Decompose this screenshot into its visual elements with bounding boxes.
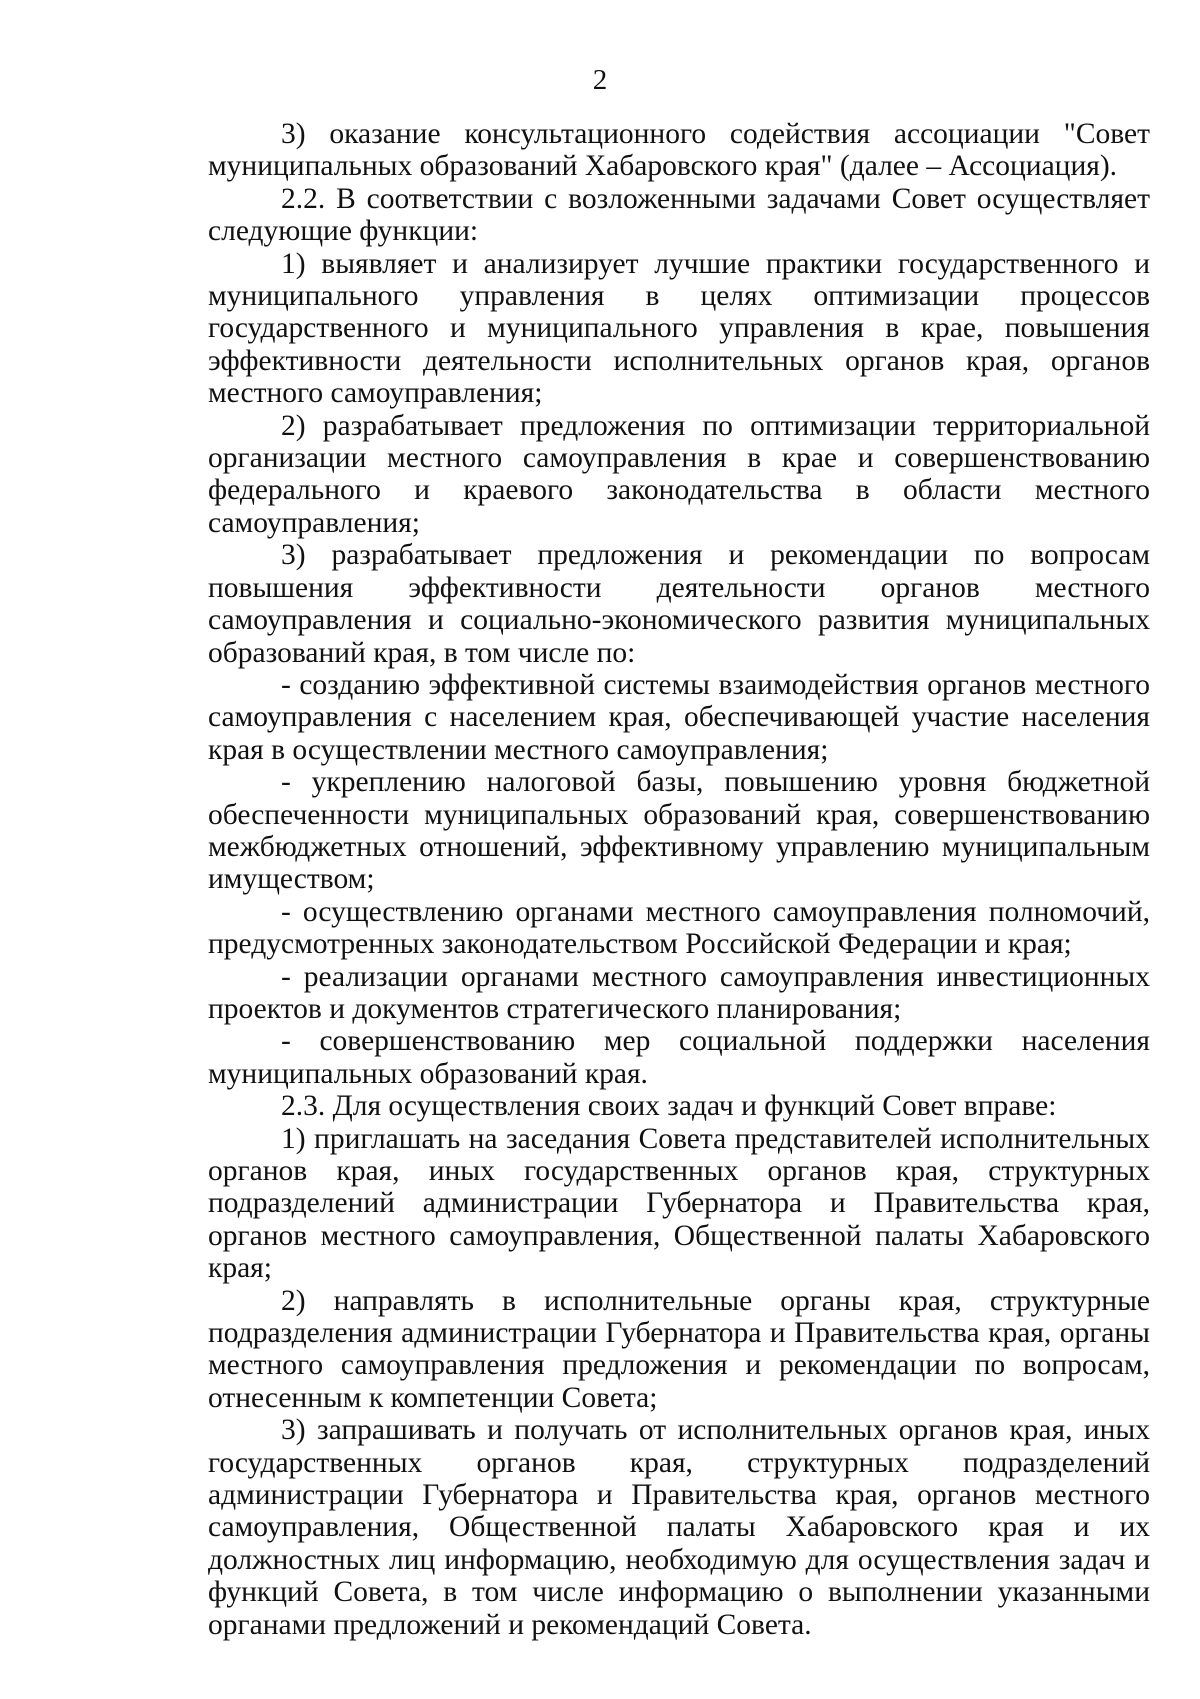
paragraph-right-2: 2) направлять в исполнительные органы края, структурные подразделения администрации Губернатора и Правительства края, органы местного самоуправления предложения и рекомендации по вопросам, отнесенным к компетенции Совета; xyxy=(208,1284,1150,1414)
document-body xyxy=(208,118,1150,1641)
page-number: 2 xyxy=(592,64,608,96)
paragraph-function-2: 2) разрабатывает предложения по оптимизации территориальной организации местного самоуправления в крае и совершенствованию федерального и краевого законодательства в области местного самоуправления; xyxy=(208,409,1150,539)
list-item-powers: - осуществлению органами местного самоуправления полномочий, предусмотренных законодательством Российской Федерации и края; xyxy=(208,895,1150,961)
paragraph-right-3: 3) запрашивать и получать от исполнительных органов края, иных государственных органов края, структурных подразделений администрации Губернатора и Правительства края, органов местного самоуправления, Общественной палаты Хабаровского края и их должностных лиц информацию, необходимую для осуществления задач и функций Совета, в том числе информацию о выполнении указанными органами предложений и рекомендаций Совета. xyxy=(208,1414,1150,1641)
paragraph-function-1: 1) выявляет и анализирует лучшие практики государственного и муниципального управления в целях оптимизации процессов государственного и муниципального управления в крае, повышения эффективности деятельности исполнительных органов края, органов местного самоуправления; xyxy=(208,247,1150,410)
list-item-interaction-system: - созданию эффективной системы взаимодействия органов местного самоуправления с населением края, обеспечивающей участие населения края в осуществлении местного самоуправления; xyxy=(208,668,1150,766)
paragraph-function-3: 3) разрабатывает предложения и рекомендации по вопросам повышения эффективности деятельности органов местного самоуправления и социально-экономического развития муниципальных образований края, в том числе по: xyxy=(208,539,1150,669)
paragraph-2-3-rights: 2.3. Для осуществления своих задач и функций Совет вправе: xyxy=(281,1090,1057,1123)
list-item-social-support: - совершенствованию мер социальной поддержки населения муниципальных образований края. xyxy=(208,1025,1150,1090)
list-item-tax-base: - укреплению налоговой базы, повышению уровня бюджетной обеспеченности муниципальных образований края, совершенствованию межбюджетных отношений, эффективному управлению муниципальным имуществом; xyxy=(208,766,1150,896)
list-item-investment-projects: - реализации органами местного самоуправления инвестиционных проектов и документов стратегического планирования; xyxy=(208,960,1150,1025)
paragraph-right-1: 1) приглашать на заседания Совета представителей исполнительных органов края, иных государственных органов края, структурных подразделений администрации Губернатора и Правительства края, органов местного самоуправления, Общественной палаты Хабаровского края; xyxy=(208,1122,1150,1285)
paragraph-2-2-functions: 2.2. В соответствии с возложенными задачами Совет осуществляет следующие функции: xyxy=(208,182,1150,248)
paragraph-consulting-association: 3) оказание консультационного содействия ассоциации "Совет муниципальных образований Хабаровского края" (далее – Ассоциация). xyxy=(208,118,1150,183)
